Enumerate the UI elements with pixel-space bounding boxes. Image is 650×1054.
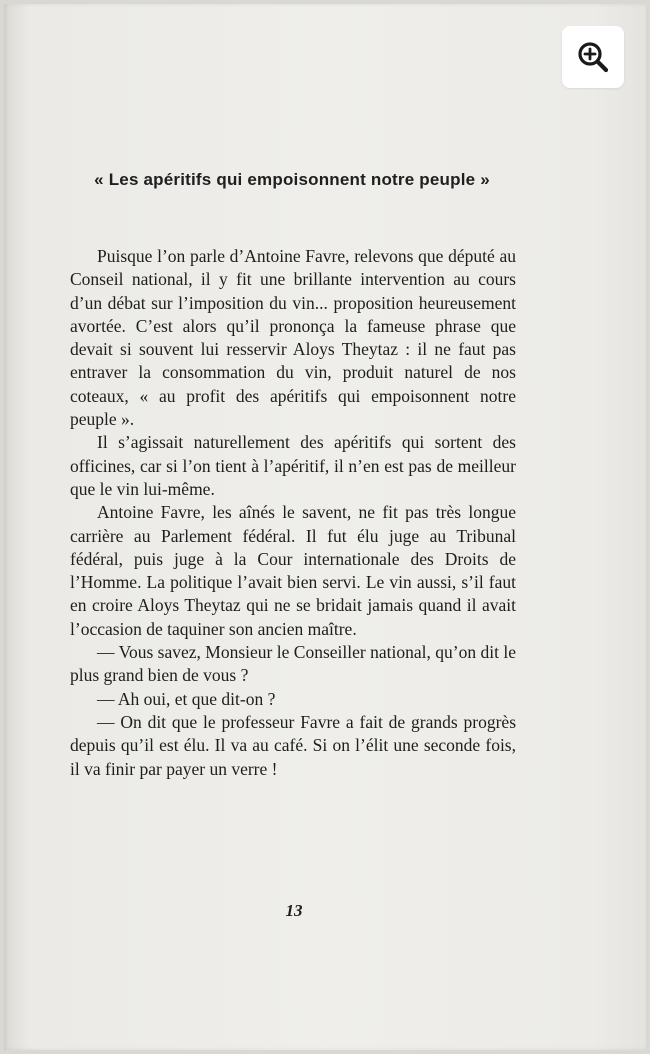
- zoom-in-button[interactable]: [562, 26, 624, 88]
- paragraph: — Vous savez, Monsieur le Conseiller national, qu’on dit le plus grand bien de vous ?: [70, 642, 516, 686]
- paragraph: Il s’agissait naturellement des apéritifs qui sortent des officines, car si l’on tient à l’apéritif, il n’en est pas de meilleur que le vin lui-même.: [70, 432, 516, 499]
- page-number: 13: [285, 901, 303, 920]
- chapter-heading: « Les apéritifs qui empoisonnent notre peuple »: [94, 170, 490, 189]
- zoom-in-icon: [576, 40, 610, 74]
- body-text: [70, 245, 516, 781]
- document-page: [4, 4, 646, 1050]
- paragraph: Antoine Favre, les aînés le savent, ne fit pas très longue carrière au Parlement fédéral. Il fut élu juge au Tribunal fédéral, puis juge à la Cour internationale des Droits de l’Homme. La politique l’avait bien servi. Le vin aussi, s’il faut en croire Aloys Theytaz qui ne se bridait jamais quand il avait l’occasion de taquiner son ancien maître.: [70, 502, 516, 639]
- paragraph: — On dit que le professeur Favre a fait de grands progrès depuis qu’il est élu. Il va au café. Si on l’élit une seconde fois, il va finir par payer un verre !: [70, 711, 516, 779]
- paragraph: Puisque l’on parle d’Antoine Favre, relevons que député au Conseil national, il y fit une brillante intervention au cours d’un débat sur l’imposition du vin... proposition heureusement avortée. C’est alors qu’il prononça la fameuse phrase que devait si souvent lui resservir Aloys Theytaz : il ne faut pas entraver la consommation du vin, produit naturel de nos coteaux, « au profit des apéritifs qui empoisonnent notre peuple ».: [70, 246, 516, 430]
- paragraph: — Ah oui, et que dit-on ?: [97, 688, 276, 709]
